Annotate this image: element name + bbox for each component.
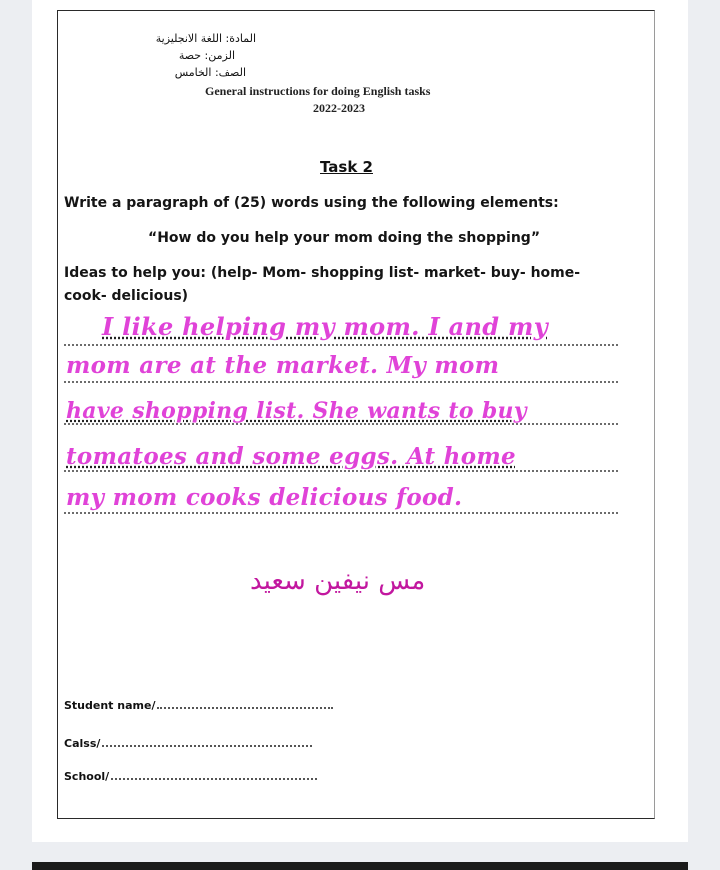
- ideas-line-1: Ideas to help you: (help- Mom- shopping list- market- buy- home-: [64, 265, 581, 281]
- answer-line: I like helping my mom. I and my: [102, 312, 548, 341]
- writing-line: [64, 512, 618, 514]
- class-blank: [102, 744, 312, 747]
- student-name-blank: [157, 706, 333, 709]
- student-name-field: [64, 699, 333, 712]
- task-instruction: Write a paragraph of (25) words using the following elements:: [64, 195, 559, 211]
- time-line: الزمن: حصة: [178, 49, 235, 62]
- student-name-label: Student name/: [64, 699, 156, 712]
- writing-line: [64, 470, 618, 472]
- task-question: “How do you help your mom doing the shopping”: [148, 230, 541, 246]
- answer-line: tomatoes and some eggs. At home: [66, 443, 516, 470]
- school-label: School/: [64, 770, 110, 783]
- writing-line: [64, 344, 618, 346]
- school-year: 2022-2023: [313, 101, 365, 115]
- subject-line: المادة: اللغة الانجليزية: [155, 32, 256, 45]
- answer-line: mom are at the market. My mom: [66, 352, 500, 379]
- teacher-signature: مس نيفين سعيد: [250, 566, 426, 596]
- ideas-line-2: cook- delicious): [64, 288, 189, 304]
- worksheet-title: General instructions for doing English tasks: [205, 84, 431, 98]
- bottom-bar: [32, 862, 688, 870]
- task-title: Task 2: [320, 158, 373, 176]
- class-field: [64, 737, 312, 750]
- class-label: Calss/: [64, 737, 101, 750]
- answer-line: my mom cooks delicious food.: [66, 484, 463, 511]
- writing-line: [64, 381, 618, 383]
- school-blank: [111, 777, 317, 780]
- answer-line: have shopping list. She wants to buy: [66, 398, 527, 424]
- school-field: [64, 770, 317, 783]
- grade-line: الصف: الخامس: [174, 66, 246, 79]
